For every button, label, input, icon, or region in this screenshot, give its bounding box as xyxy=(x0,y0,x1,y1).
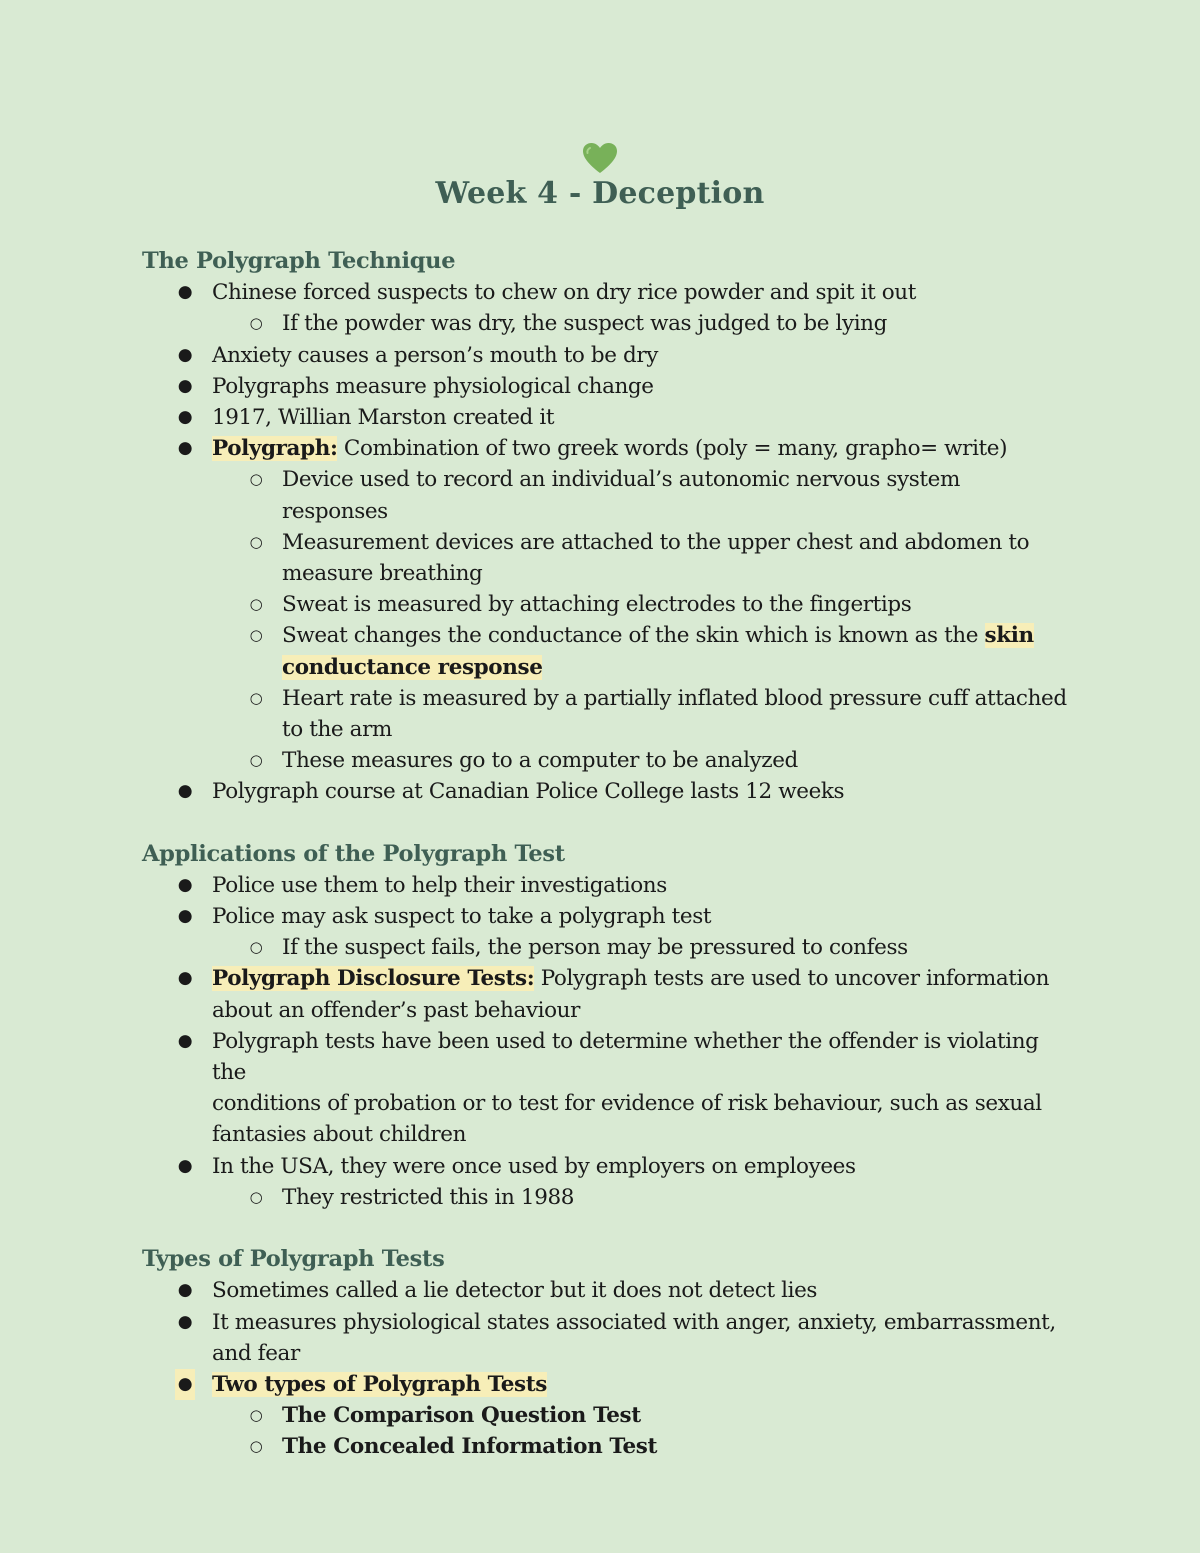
list-item xyxy=(142,1307,1072,1369)
list-item xyxy=(142,1151,1072,1182)
sub-list-item xyxy=(142,1182,1072,1213)
notes-body xyxy=(142,246,1072,1463)
hollow-bullet-icon: ○ xyxy=(249,1437,263,1456)
item-text-continued: and fear xyxy=(212,1340,300,1366)
hollow-bullet-icon: ○ xyxy=(249,688,263,707)
bullet-icon: ● xyxy=(177,407,193,428)
item-text: In the USA, they were once used by employers on employees xyxy=(212,1153,856,1179)
hollow-bullet-icon: ○ xyxy=(249,595,263,614)
item-text-continued: measure breathing xyxy=(282,561,483,587)
bullet-icon: ● xyxy=(177,375,193,396)
bullet-icon: ● xyxy=(177,438,193,459)
item-text-continued: about an offender’s past behaviour xyxy=(212,997,580,1023)
list-item xyxy=(142,963,1072,1025)
sub-list-item xyxy=(142,527,1072,589)
bullet-icon: ● xyxy=(177,1030,193,1051)
sub-list-item xyxy=(142,589,1072,620)
item-text: Polygraph course at Canadian Police College lasts 12 weeks xyxy=(212,779,845,805)
highlighted-term: skin xyxy=(984,623,1034,649)
list-item xyxy=(142,402,1072,433)
highlighted-term: Polygraph Disclosure Tests: xyxy=(212,966,535,992)
item-text-continued: conditions of probation or to test for evidence of risk behaviour, such as sexual xyxy=(212,1091,1042,1117)
item-text: The Concealed Information Test xyxy=(282,1434,658,1460)
bullet-icon: ● xyxy=(177,906,193,927)
hollow-bullet-icon: ○ xyxy=(249,626,263,645)
list-item xyxy=(142,776,1072,807)
bullet-icon: ● xyxy=(177,874,193,895)
list-item xyxy=(142,340,1072,371)
green-heart-icon xyxy=(582,142,618,174)
item-text: Chinese forced suspects to chew on dry rice powder and spit it out xyxy=(212,280,916,306)
list-item xyxy=(142,1026,1072,1151)
sub-list-item xyxy=(142,683,1072,745)
section-polygraph-technique xyxy=(142,246,1072,808)
item-text: These measures go to a computer to be analyzed xyxy=(282,748,798,774)
bullet-icon: ● xyxy=(175,1369,195,1400)
sub-list-item xyxy=(142,745,1072,776)
item-text: Combination of two greek words (poly = many, grapho= write) xyxy=(337,436,1008,462)
item-text: Police may ask suspect to take a polygraph test xyxy=(212,904,712,930)
item-text: 1917, Willian Marston created it xyxy=(212,405,555,431)
bullet-icon: ● xyxy=(177,282,193,303)
item-text: Polygraph tests are used to uncover information xyxy=(534,966,1050,992)
page-title: Week 4 - Deception xyxy=(435,176,765,211)
item-text-continued: to the arm xyxy=(282,717,392,743)
item-text: The Comparison Question Test xyxy=(282,1403,641,1429)
list-item xyxy=(142,901,1072,932)
sub-list-item xyxy=(142,464,1072,526)
list-item xyxy=(142,371,1072,402)
bullet-icon: ● xyxy=(177,1311,193,1332)
bullet-icon: ● xyxy=(177,968,193,989)
list-item xyxy=(142,433,1072,464)
bullet-icon: ● xyxy=(177,1155,193,1176)
item-text: Police use them to help their investigations xyxy=(212,872,667,898)
bullet-icon: ● xyxy=(177,781,193,802)
item-text-continued: fantasies about children xyxy=(212,1122,467,1148)
list-item xyxy=(142,870,1072,901)
highlighted-term: Two types of Polygraph Tests xyxy=(212,1371,547,1397)
section-applications xyxy=(142,839,1072,1213)
item-text: If the powder was dry, the suspect was judged to be lying xyxy=(282,311,887,337)
highlighted-term-continued: conductance response xyxy=(282,654,543,680)
bullet-icon: ● xyxy=(177,344,193,365)
bullet-icon: ● xyxy=(177,1280,193,1301)
item-text: Sweat changes the conductance of the skin which is known as the xyxy=(282,623,985,649)
hollow-bullet-icon: ○ xyxy=(249,938,263,957)
item-text: Anxiety causes a person’s mouth to be dry xyxy=(212,342,659,368)
sub-list-item xyxy=(142,1431,1072,1462)
highlighted-term: Polygraph: xyxy=(212,436,338,462)
sub-list-item xyxy=(142,1400,1072,1431)
item-text: Polygraph tests have been used to determine whether the offender is violating the xyxy=(212,1028,1039,1086)
item-text: It measures physiological states associated with anger, anxiety, embarrassment, xyxy=(212,1309,1056,1335)
item-text: Device used to record an individual’s autonomic nervous system responses xyxy=(282,467,960,524)
hollow-bullet-icon: ○ xyxy=(249,751,263,770)
hollow-bullet-icon: ○ xyxy=(249,314,263,333)
list-item xyxy=(142,1275,1072,1306)
list-item xyxy=(142,1369,1072,1400)
section-heading: Applications of the Polygraph Test xyxy=(142,840,565,867)
hollow-bullet-icon: ○ xyxy=(249,1187,263,1206)
section-heading: The Polygraph Technique xyxy=(142,248,456,274)
hollow-bullet-icon: ○ xyxy=(249,532,263,551)
section-types xyxy=(142,1244,1072,1462)
sub-list-item xyxy=(142,620,1072,682)
hollow-bullet-icon: ○ xyxy=(249,470,263,489)
hollow-bullet-icon: ○ xyxy=(249,1406,263,1425)
item-text: Heart rate is measured by a partially inflated blood pressure cuff attached xyxy=(282,685,1067,711)
item-text: Polygraphs measure physiological change xyxy=(212,373,654,399)
item-text: They restricted this in 1988 xyxy=(282,1184,575,1210)
sub-list-item xyxy=(142,308,1072,339)
sub-list-item xyxy=(142,932,1072,963)
item-text: If the suspect fails, the person may be pressured to confess xyxy=(282,935,908,961)
item-text: Sweat is measured by attaching electrodes to the fingertips xyxy=(282,592,912,618)
item-text: Measurement devices are attached to the upper chest and abdomen to xyxy=(282,529,1030,555)
section-heading: Types of Polygraph Tests xyxy=(142,1246,445,1273)
list-item xyxy=(142,277,1072,308)
item-text: Sometimes called a lie detector but it does not detect lies xyxy=(212,1278,818,1304)
